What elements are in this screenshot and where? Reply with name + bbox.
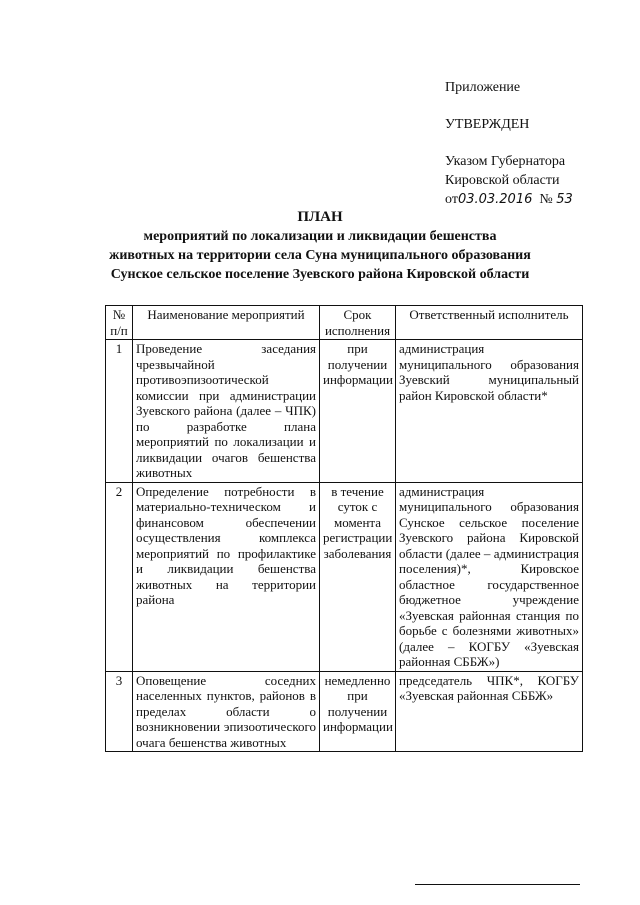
plan-heading: ПЛАН — [297, 209, 343, 225]
header-name: Наименование мероприятий — [133, 306, 320, 340]
decree-line-1: Указом Губернатора — [445, 154, 566, 169]
approval-block — [445, 78, 630, 209]
header-term: Срок исполнения — [320, 306, 396, 340]
appendix-label: Приложение — [445, 80, 521, 95]
row-name: Проведение заседания чрезвычайной противоэпизоотической комиссии при администрации Зуевского района (далее – ЧПК) по разработке плана мероприятий по локализации и ликвидации очагов бешенства животных — [133, 340, 320, 483]
title-line-1: мероприятий по локализации и ликвидации бешенства — [143, 229, 497, 244]
title-line-2: животных на территории села Суна муниципального образования — [109, 248, 531, 263]
row-term: немедленно при получении информации — [320, 671, 396, 752]
table-row — [106, 671, 583, 752]
row-num: 1 — [106, 340, 133, 483]
row-resp: председатель ЧПК*, КОГБУ «Зуевская районная СББЖ» — [396, 671, 583, 752]
row-name: Оповещение соседних населенных пунктов, районов в пределах области о возникновении эпизоотического очага бешенства животных — [133, 671, 320, 752]
decree-line-2: Кировской области — [445, 173, 560, 188]
header-resp: Ответственный исполнитель — [396, 306, 583, 340]
table-row — [106, 340, 583, 483]
title-line-3: Сунское сельское поселение Зуевского района Кировской области — [110, 267, 530, 282]
decree-number: 53 — [556, 192, 573, 207]
document-title — [100, 208, 540, 284]
table-header-row — [106, 306, 583, 340]
row-resp: администрация муниципального образования Зуевский муниципальный район Кировской области* — [396, 340, 583, 483]
measures-table — [105, 305, 583, 752]
row-term: в течение суток с момента регистрации заболевания — [320, 482, 396, 671]
date-prefix: от — [445, 192, 458, 207]
decree-date-line — [445, 190, 630, 209]
row-num: 3 — [106, 671, 133, 752]
row-name: Определение потребности в материально-техническом и финансовом обеспечении осуществления комплекса мероприятий по профилактике и ликвидации бешенства животных на территории района — [133, 482, 320, 671]
approved-label: УТВЕРЖДЕН — [445, 117, 530, 132]
row-num: 2 — [106, 482, 133, 671]
signature-line — [415, 884, 580, 885]
row-term: при получении информации — [320, 340, 396, 483]
row-resp: администрация муниципального образования Сунское сельское поселение Зуевского района Кировской области (далее – администрация поселения)*, Кировское областное государственное бюджетное учреждение «Зуевская районная станция по борьбе с болезнями животных» (далее – КОГБУ «Зуевская районная СББЖ») — [396, 482, 583, 671]
number-prefix: № — [539, 192, 553, 207]
table-row — [106, 482, 583, 671]
decree-date: 03.03.2016 — [457, 192, 533, 207]
header-num: № п/п — [106, 306, 133, 340]
